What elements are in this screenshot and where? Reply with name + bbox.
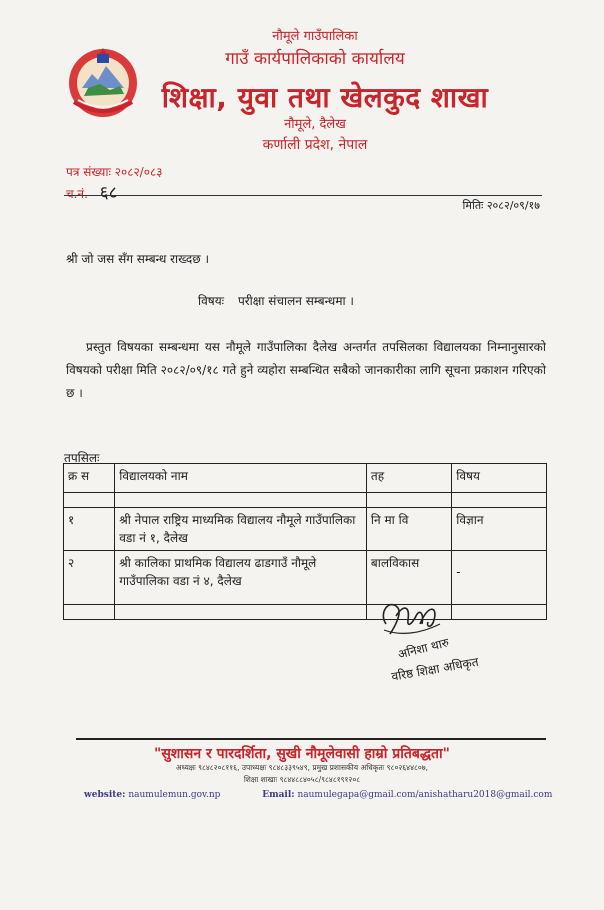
web-contact [84, 790, 552, 800]
section-name: शिक्षा, युवा तथा खेलकुद शाखा [161, 81, 489, 114]
office-address: नौमूले, दैलेख [284, 117, 346, 132]
row-subject: - [452, 551, 547, 605]
footer-divider [76, 738, 546, 740]
email-label: Email: [262, 790, 295, 800]
row-level: बालविकास [366, 551, 451, 605]
nepal-emblem-icon [64, 44, 142, 122]
subject-text: परीक्षा संचालन सम्बन्धमा । [237, 294, 354, 308]
dispatch-number-value: ६८ [99, 183, 118, 203]
header-divider [64, 195, 542, 196]
signatory-title: वरिष्ठ शिक्षा अधिकृत [390, 654, 480, 684]
row-serial: २ [64, 551, 115, 605]
website-label: website: [84, 790, 126, 800]
province-name: कर्णाली प्रदेश, नेपाल [262, 137, 368, 153]
table-row [64, 508, 547, 551]
subject-label: विषयः [198, 294, 225, 308]
website-link[interactable]: naumulemun.gov.np [128, 790, 221, 800]
date-label: मितिः [462, 199, 484, 212]
date-value: २०८२/०९/१७ [486, 199, 540, 212]
salutation: श्री जो जस सँग सम्बन्ध राख्दछ । [66, 252, 210, 266]
letter-number-label: पत्र संख्याः [66, 165, 111, 179]
header-level: तह [366, 464, 451, 493]
letter-number-value: २०८२/०८३ [114, 165, 163, 179]
table-row [64, 551, 547, 605]
table-header-row [64, 464, 547, 493]
letter-body: प्रस्तुत विषयका सम्बन्धमा यस नौमूले गाउँपालिका दैलेख अन्तर्गत तपसिलका विद्यालयका निम्नानुसारको विषयको परीक्षा मिति २०८२/०९/१८ गते हुने व्यहोरा सम्बन्धित सबैको जानकारीका लागि सूचना प्रकाशन गरिएको छ । [66, 340, 546, 400]
schools-table [63, 463, 547, 620]
letter-date [463, 198, 540, 213]
row-subject: विज्ञान [452, 508, 547, 551]
table-spacer-row [64, 605, 547, 620]
dispatch-number [66, 180, 117, 203]
details-label: तपसिलः [64, 451, 100, 465]
row-school-name: श्री कालिका प्राथमिक विद्यालय ढाडगाउँ नौमूले गाउँपालिका वडा नं ४, दैलेख [115, 551, 367, 605]
subject-line [198, 292, 354, 309]
dispatch-number-label: च.नं. [66, 187, 88, 201]
contact-numbers: अध्यक्षः ९८४८२०८११६, उपाध्यक्षः ९८४८३३९५४९, प्रमुख प्रशासकीय अधिकृतः ९८०२६४४८०७, [175, 763, 429, 772]
signature-icon [376, 594, 446, 642]
header-subject: विषय [452, 464, 547, 493]
office-name: गाउँ कार्यपालिकाको कार्यालय [225, 49, 405, 69]
header-serial: क्र स [64, 464, 115, 493]
letter-number [66, 163, 162, 180]
row-school-name: श्री नेपाल राष्ट्रिय माध्यमिक विद्यालय नौमूले गाउँपालिका वडा नं १, दैलेख [115, 508, 367, 551]
header-school-name: विद्यालयको नाम [115, 464, 367, 493]
signatory-name: अनिशा थारु [396, 635, 451, 662]
education-section-phone: शिक्षा शाखाः ९८४४८८४०५८/९८४८१९१२०८ [243, 775, 361, 784]
table-spacer-row [64, 493, 547, 508]
row-serial: १ [64, 508, 115, 551]
municipality-name: नौमूले गाउँपालिका [272, 29, 358, 44]
row-level: नि मा वि [366, 508, 451, 551]
footer-slogan: "सुशासन र पारदर्शिता, सुखी नौमूलेवासी हाम्रो प्रतिबद्धता" [154, 746, 450, 762]
email-link[interactable]: naumulegapa@gmail.com/anishatharu2018@gmail.com [297, 790, 553, 800]
